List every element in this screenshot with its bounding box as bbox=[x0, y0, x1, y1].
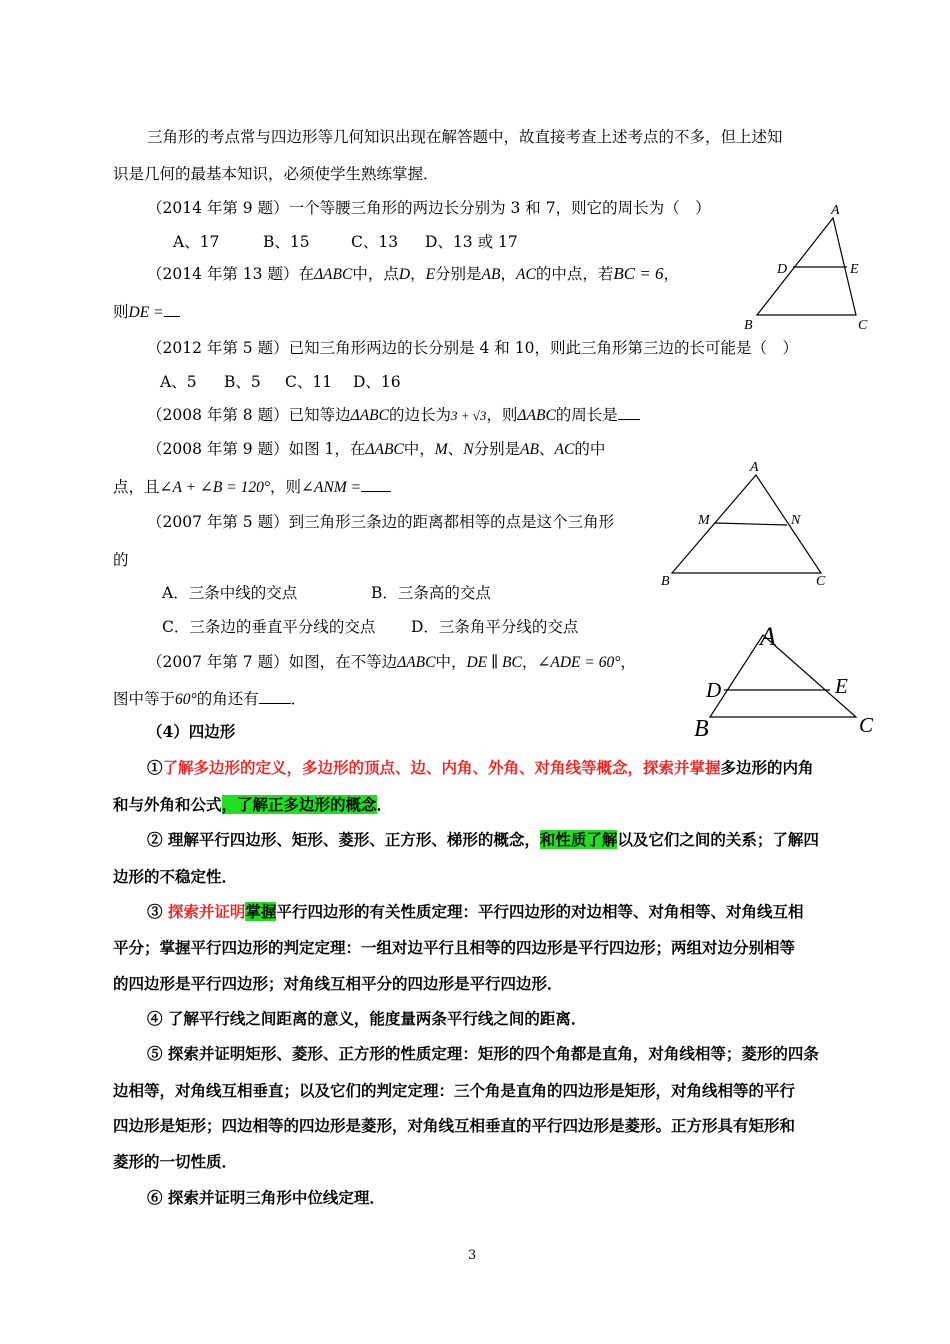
label-b: B bbox=[744, 318, 753, 333]
label-d: D bbox=[706, 678, 722, 702]
q2007-5-option-c: C．三条边的垂直平分线的交点 bbox=[162, 618, 376, 636]
label-m: M bbox=[698, 513, 710, 528]
section-4-p2-line-1: ② 理解平行四边形、矩形、菱形、正方形、梯形的概念，和性质了解以及它们之间的关系；了解四 bbox=[147, 830, 819, 849]
figure-triangle-de-midpoints bbox=[740, 200, 880, 340]
answer-blank[interactable] bbox=[164, 302, 180, 317]
answer-blank[interactable] bbox=[618, 405, 640, 420]
section-4-p1-line-1: ①了解多边形的定义，多边形的顶点、边、内角、外角、对角线等概念，探索并掌握多边形的内角 bbox=[147, 758, 814, 777]
intro-line-1: 三角形的考点常与四边形等几何知识出现在解答题中，故直接考查上述考点的不多，但上述知 bbox=[147, 128, 783, 146]
section-4-title: （4）四边形 bbox=[147, 722, 236, 741]
q2012-5-option-c: C、11 bbox=[285, 373, 333, 391]
label-e: E bbox=[850, 262, 859, 277]
answer-blank[interactable] bbox=[361, 477, 391, 492]
label-e: E bbox=[835, 674, 848, 698]
section-4-p5-line-1: ⑤ 探索并证明矩形、菱形、正方形的性质定理：矩形的四个角都是直角，对角线相等；菱形的四条 bbox=[147, 1044, 819, 1063]
page-number: 3 bbox=[468, 1248, 477, 1263]
q2012-5-option-a: A、5 bbox=[160, 373, 197, 391]
q2007-5-option-a: A．三条中线的交点 bbox=[162, 584, 298, 602]
label-c: C bbox=[858, 318, 868, 333]
figure-triangle-de-parallel bbox=[690, 615, 890, 745]
label-c: C bbox=[859, 713, 874, 737]
q2007-5-line-1: （2007 年第 5 题）到三角形三条边的距离都相等的点是这个三角形 bbox=[147, 513, 615, 531]
intro-line-2: 识是几何的最基本知识，必须使学生熟练掌握． bbox=[113, 165, 439, 183]
label-a: A bbox=[760, 622, 776, 651]
q2008-8-text: （2008 年第 8 题）已知等边ΔABC的边长为3 + √3，则ΔABC的周长是 bbox=[147, 405, 640, 426]
q2014-13-line-2: 则DE = bbox=[113, 302, 180, 323]
label-a: A bbox=[750, 460, 759, 475]
section-4-p3-line-2: 平分；掌握平行四边形的判定定理：一组对边平行且相等的四边形是平行四边形；两组对边分别相等 bbox=[113, 938, 796, 957]
q2012-5-option-b: B、5 bbox=[224, 373, 261, 391]
section-4-p3-line-1: ③ 探索并证明掌握平行四边形的有关性质定理：平行四边形的对边相等、对角相等、对角线互相 bbox=[147, 902, 804, 921]
section-4-p5-line-4: 菱形的一切性质． bbox=[113, 1152, 238, 1171]
section-4-p4: ④ 了解平行线之间距离的意义，能度量两条平行线之间的距离． bbox=[147, 1009, 587, 1028]
section-4-p6: ⑥ 探索并证明三角形中位线定理． bbox=[147, 1188, 385, 1207]
section-4-p5-line-3: 四边形是矩形；四边相等的四边形是菱形，对角线互相垂直的平行四边形是菱形。正方形具有矩形和 bbox=[113, 1116, 796, 1135]
section-4-p1-line-2: 和与外角和公式，了解正多边形的概念． bbox=[113, 795, 393, 814]
section-4-p3-line-3: 的四边形是平行四边形；对角线互相平分的四边形是平行四边形． bbox=[113, 974, 563, 993]
q2008-9-line-1: （2008 年第 9 题）如图 1，在ΔABC中，M、N分别是AB、AC的中 bbox=[147, 440, 606, 458]
q2007-7-line-2: 图中等于60°的角还有 ． bbox=[113, 690, 307, 708]
q2012-5-option-d: D、16 bbox=[353, 373, 401, 391]
label-n: N bbox=[791, 513, 801, 528]
q2014-9-option-d: D、13 或 17 bbox=[425, 233, 518, 251]
label-a: A bbox=[831, 203, 840, 218]
label-d: D bbox=[777, 262, 788, 277]
section-4-p5-line-2: 边相等，对角线互相垂直；以及它们的判定定理：三个角是直角的四边形是矩形，对角线相等的平行 bbox=[113, 1081, 796, 1100]
answer-blank[interactable] bbox=[259, 689, 291, 704]
q2007-5-line-2: 的 bbox=[113, 551, 129, 569]
q2014-9-option-c: C、13 bbox=[351, 233, 399, 251]
q2014-9-text: （2014 年第 9 题）一个等腰三角形的两边长分别为 3 和 7，则它的周长为（ ） bbox=[147, 199, 711, 217]
q2007-7-line-1: （2007 年第 7 题）如图，在不等边ΔABC中，DE ∥ BC，∠ADE = 60°， bbox=[147, 653, 636, 671]
q2014-13-line-1: （2014 年第 13 题）在ΔABC中，点D，E分别是AB，AC的中点，若BC = 6， bbox=[147, 264, 680, 283]
section-4-p2-line-2: 边形的不稳定性． bbox=[113, 867, 238, 886]
q2007-5-option-d: D．三条角平分线的交点 bbox=[411, 618, 579, 636]
q2008-9-line-2: 点，且∠A + ∠B = 120°，则∠ANM = bbox=[113, 477, 391, 498]
segment-mn bbox=[715, 523, 787, 525]
label-c: C bbox=[816, 574, 826, 589]
q2012-5-text: （2012 年第 5 题）已知三角形两边的长分别是 4 和 10，则此三角形第三边的长可能是（ ） bbox=[147, 339, 798, 357]
q2014-9-option-b: B、15 bbox=[263, 233, 310, 251]
figure-triangle-mn bbox=[655, 455, 835, 590]
q2007-5-option-b: B．三条高的交点 bbox=[371, 584, 491, 602]
label-b: B bbox=[661, 574, 670, 589]
label-b: B bbox=[694, 716, 709, 742]
q2014-9-option-a: A、17 bbox=[173, 233, 220, 251]
